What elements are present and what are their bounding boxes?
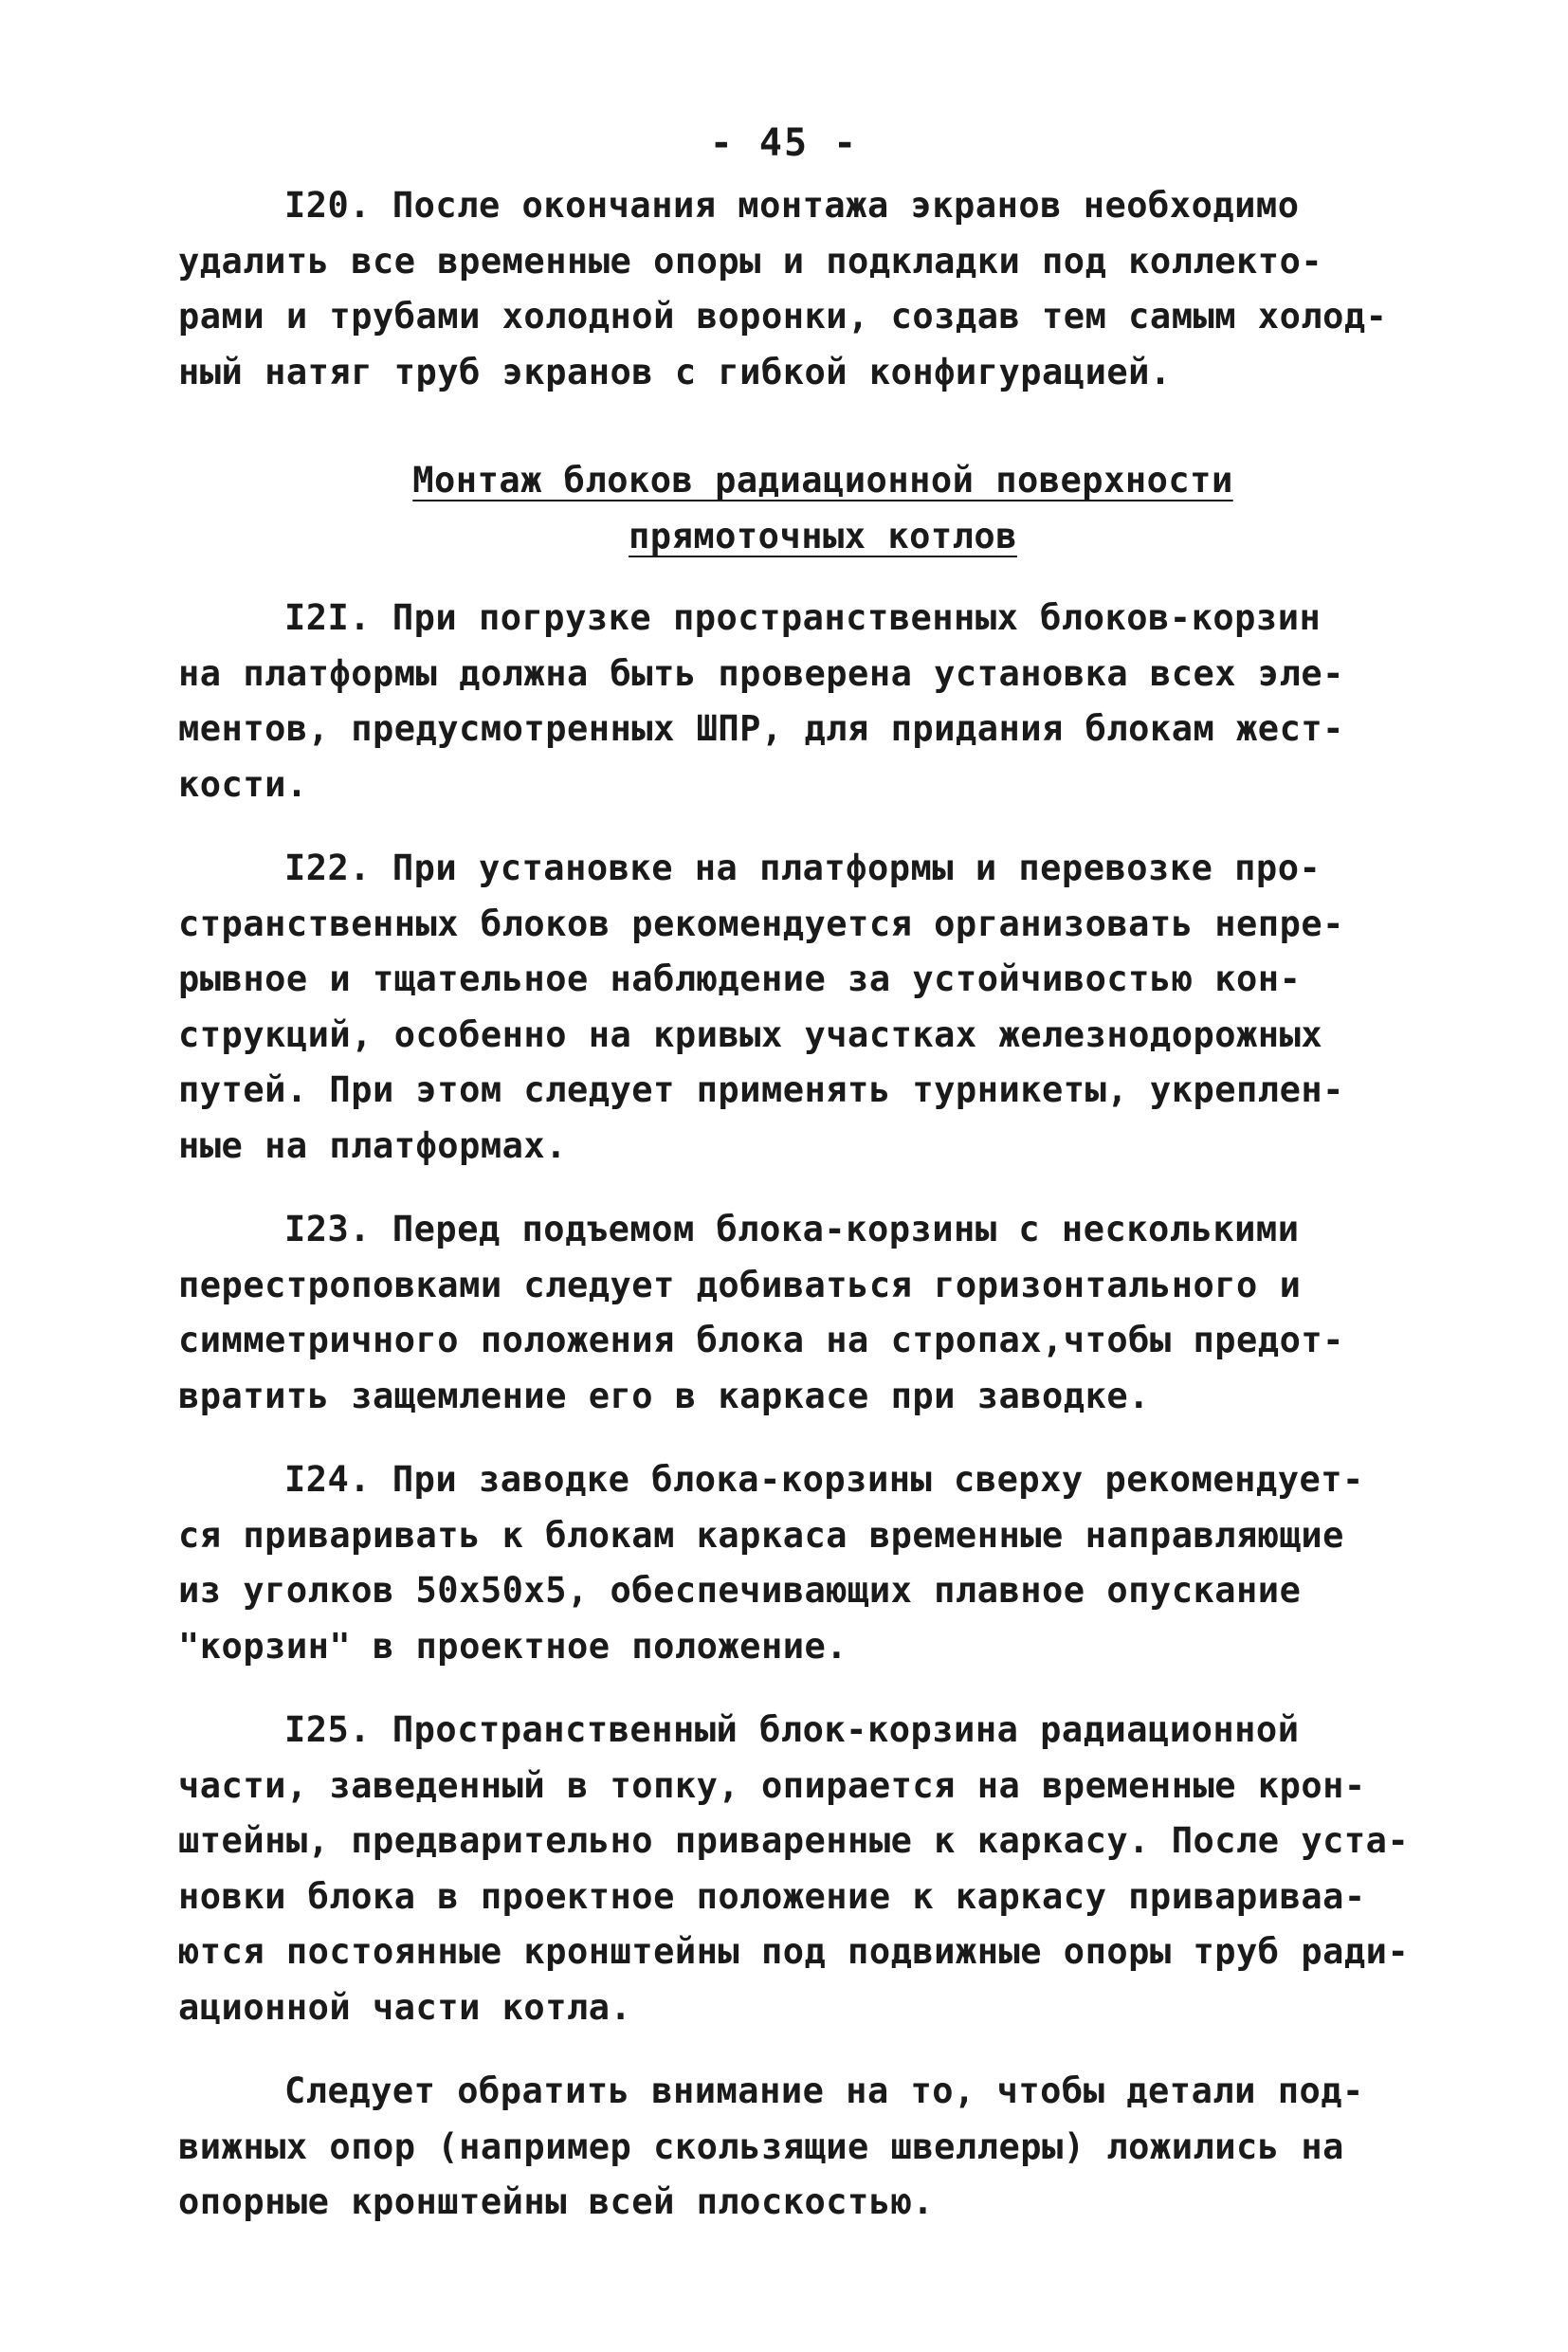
text-line: ментов, предусмотренных ШПР, для придания блокам жест-: [178, 708, 1344, 749]
text-line: ационной части котла.: [178, 1986, 632, 2028]
text-line: ные на платформах.: [178, 1124, 567, 1166]
text-line: кости.: [178, 763, 308, 805]
text-line: странственных блоков рекомендуется организовать непре-: [178, 903, 1344, 944]
heading-line: прямоточных котлов: [629, 515, 1017, 556]
text-line: симметричного положения блока на стропах,чтобы предот-: [178, 1320, 1344, 1360]
paragraph-123: [178, 1202, 1468, 1424]
text-line: вратить защемление его в каркасе при заводке.: [178, 1375, 1150, 1416]
paragraph-122: [178, 841, 1468, 1174]
heading-line: Монтаж блоков радиационной поверхности: [412, 460, 1233, 501]
text-line: рывное и тщательное наблюдение за устойчивостью кон-: [178, 958, 1302, 999]
text-line: штейны, предварительно приваренные к каркасу. После уста-: [178, 1820, 1410, 1861]
text-line: I23. Перед подъемом блока-корзины с несколькими: [284, 1209, 1300, 1249]
text-line: ный натяг труб экранов с гибкой конфигурацией.: [178, 351, 1172, 392]
text-line: I22. При установке на платформы и перевозке про-: [284, 848, 1322, 888]
paragraph-125-note: [178, 2064, 1468, 2231]
text-line: ся приваривать к блокам каркаса временные направляющие: [178, 1514, 1344, 1556]
paragraph-121: [178, 591, 1468, 812]
text-line: из уголков 50х50х5, обеспечивающих плавное опускание: [178, 1570, 1302, 1611]
section-heading: [178, 453, 1468, 564]
text-line: ются постоянные кронштейны под подвижные опоры труб ради-: [178, 1931, 1410, 1972]
document-body: [178, 178, 1468, 2259]
text-line: вижных опор (например скользящие швеллеры) ложились на: [178, 2125, 1344, 2167]
paragraph-124: [178, 1452, 1468, 1674]
paragraph-120: [178, 178, 1468, 400]
text-line: I24. При заводке блока-корзины сверху рекомендует-: [284, 1459, 1364, 1500]
text-line: путей. При этом следует применять турникеты, укреплен-: [178, 1069, 1344, 1110]
text-line: I2I. При погрузке пространственных блоков-корзин: [284, 597, 1322, 638]
text-line: на платформы должна быть проверена установка всех эле-: [178, 652, 1344, 694]
text-line: части, заведенный в топку, опирается на временные крон-: [178, 1764, 1366, 1806]
text-line: I20. После окончания монтажа экранов необходимо: [284, 185, 1300, 226]
text-line: I25. Пространственный блок-корзина радиационной: [284, 1709, 1300, 1750]
text-line: опорные кронштейны всей плоскостью.: [178, 2181, 935, 2222]
page-number: - 45 -: [709, 121, 859, 165]
text-line: "корзин" в проектное положение.: [178, 1625, 848, 1667]
text-line: удалить все временные опоры и подкладки под коллекто-: [178, 240, 1323, 282]
text-line: рами и трубами холодной воронки, создав тем самым холод-: [178, 296, 1388, 337]
text-line: перестроповками следует добиваться горизонтального и: [178, 1264, 1302, 1305]
text-line: струкций, особенно на кривых участках железнодорожных: [178, 1013, 1323, 1055]
paragraph-125: [178, 1703, 1468, 2035]
text-line: Следует обратить внимание на то, чтобы детали под-: [284, 2070, 1364, 2111]
text-line: новки блока в проектное положение к каркасу привариваа-: [178, 1875, 1366, 1917]
